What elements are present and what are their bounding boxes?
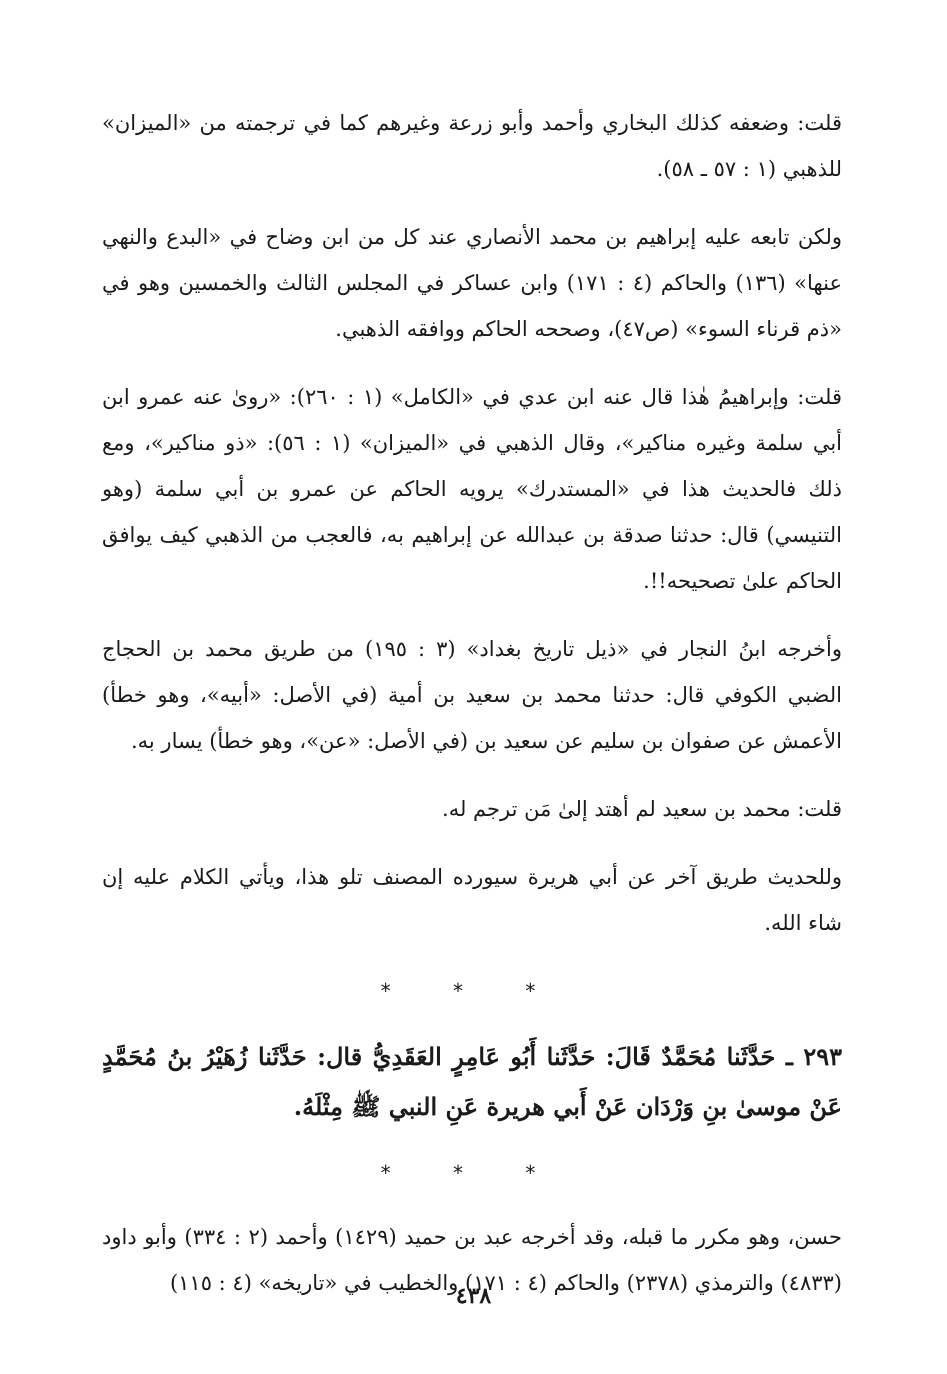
section-separator: * * *	[380, 979, 564, 1003]
page-body	[102, 100, 842, 1328]
paragraph-other-route: وللحديث طريق آخر عن أبي هريرة سيورده المصنف تلو هذا، ويأتي الكلام عليه إن شاء الله.	[102, 865, 842, 935]
paragraph-grading: حسن، وهو مكرر ما قبله، وقد أخرجه عبد بن حميد (١٤٢٩) وأحمد (٢ : ٣٣٤) وأبو داود (٤٨٣٣) والترمذي (٢٣٧٨) والحاكم (٤ : ١٧١) والخطيب في «تاريخه» (٤ : ١١٥)	[102, 1225, 842, 1295]
paragraph-corroboration: ولكن تابعه عليه إبراهيم بن محمد الأنصاري عند كل من ابن وضاح في «البدع والنهي عنها» (١٣٦) والحاكم (٤ : ١٧١) وابن عساكر في المجلس الثالث والخمسين وهو في «ذم قرناء السوء» (ص٤٧)، وصححه الحاكم ووافقه الذهبي.	[102, 225, 842, 341]
paragraph-muhammad-note: قلت: محمد بن سعيد لم أهتد إلىٰ مَن ترجم له.	[442, 797, 842, 821]
section-separator: * * *	[380, 1161, 564, 1185]
paragraph-ibn-najjar: وأخرجه ابنُ النجار في «ذيل تاريخ بغداد» (٣ : ١٩٥) من طريق محمد بن الحجاج الضبي الكوفي قال: حدثنا محمد بن سعيد بن أمية (في الأصل: «أبيه»، وهو خطأ) الأعمش عن صفوان بن سليم عن سعيد بن (في الأصل: «عن»، وهو خطأ) يسار به.	[102, 637, 842, 753]
paragraph-ibrahim-critique: قلت: وإبراهيمُ هٰذا قال عنه ابن عدي في «الكامل» (١ : ٢٦٠): «روىٰ عنه عمرو ابن أبي سلمة وغيره مناكير»، وقال الذهبي في «الميزان» (١ : ٥٦): «ذو مناكير»، ومع ذلك فالحديث هذا في «المستدرك» يرويه الحاكم عن عمرو بن أبي سلمة (وهو التنيسي) قال: حدثنا صدقة بن عبدالله عن إبراهيم به، فالعجب من الذهبي كيف يوافق الحاكم علىٰ تصحيحه!!.	[102, 385, 842, 593]
page-number: ٤٣٨	[455, 1283, 492, 1309]
paragraph-weakness-note: قلت: وضعفه كذلك البخاري وأحمد وأبو زرعة وغيرهم كما في ترجمته من «الميزان» للذهبي (١ : ٥٧ ـ ٥٨).	[102, 111, 842, 181]
hadith-293: ٢٩٣ ـ حَدَّثَنا مُحَمَّدٌ قَالَ: حَدَّثَنا أَبُو عَامِرٍ العَقَدِيُّ قال: حَدَّثَنا زُهَيْرُ بنُ مُحَمَّدٍ عَنْ موسىٰ بنِ وَرْدَان عَنْ أَبي هريرة عَنِ النبي ﷺ مِثْلَهُ.	[102, 1042, 842, 1121]
